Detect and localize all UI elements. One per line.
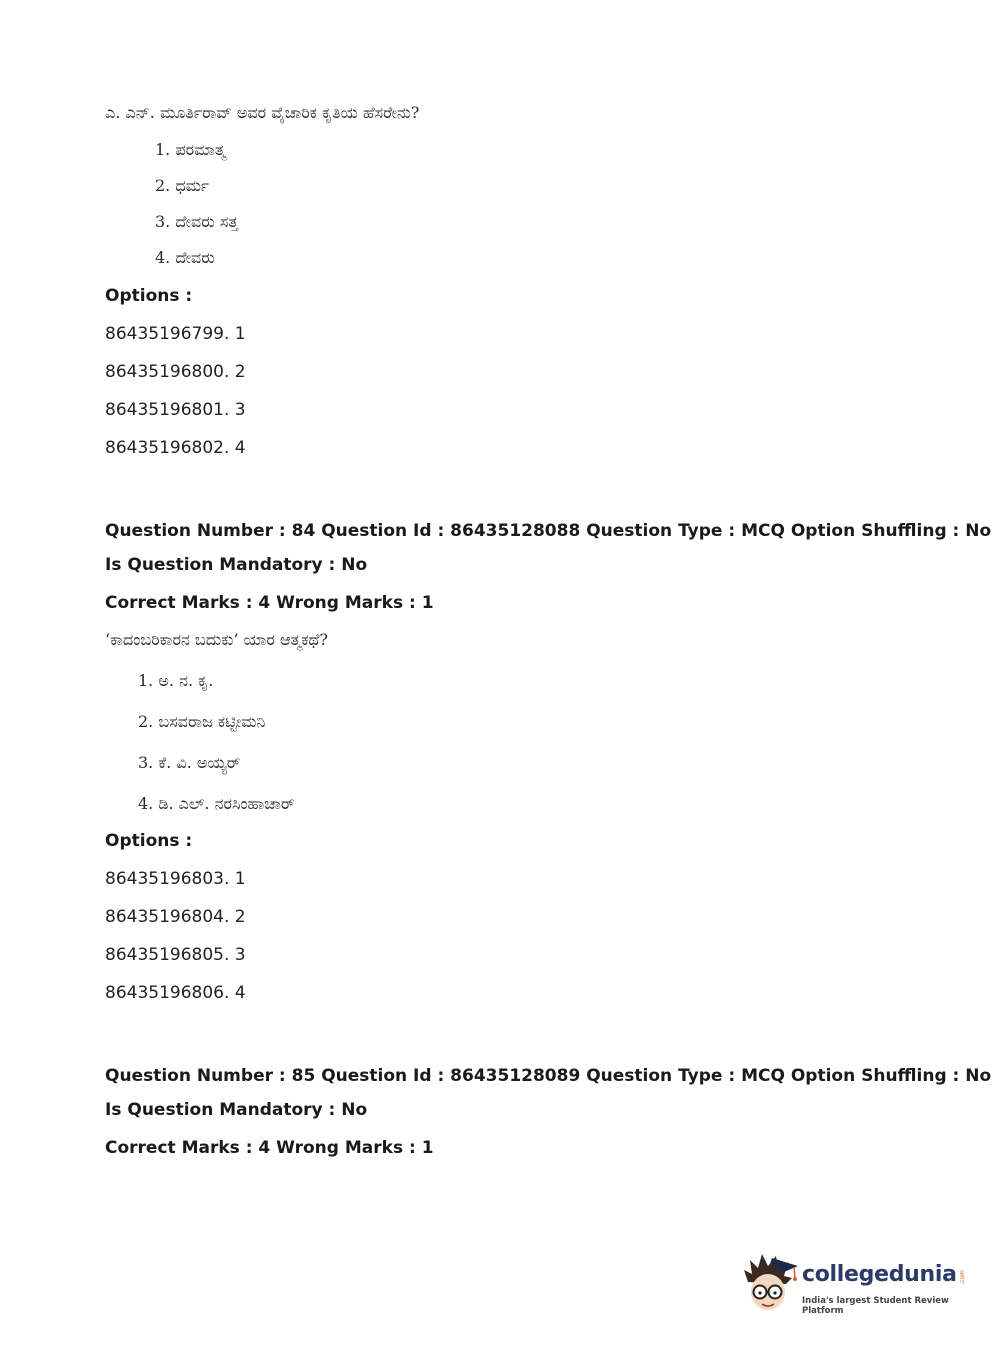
logo-com: .com — [958, 1270, 966, 1285]
q84-choice-4: 4. ಡಿ. ಎಲ್. ನರಸಿಂಹಾಚಾರ್ — [138, 794, 295, 813]
q83-choice-3: 3. ದೇವರು ಸತ್ತ — [155, 212, 239, 231]
q84-option-3: 86435196805. 3 — [105, 945, 246, 965]
mascot-icon — [740, 1248, 800, 1320]
q83-choice-1: 1. ಪರಮಾತ್ಮ — [155, 140, 226, 159]
q84-choice-2: 2. ಬಸವರಾಜ ಕಟ್ಟೀಮನಿ — [138, 712, 266, 731]
q85-header: Question Number : 85 Question Id : 86435128089 Question Type : MCQ Option Shuffling : No — [105, 1066, 992, 1086]
q85-marks: Correct Marks : 4 Wrong Marks : 1 — [105, 1138, 434, 1158]
q84-choice-1: 1. ಅ. ನ. ಕೃ. — [138, 671, 214, 690]
q83-choice-2: 2. ಧರ್ಮ — [155, 176, 210, 195]
q84-header: Question Number : 84 Question Id : 86435128088 Question Type : MCQ Option Shuffling : No — [105, 521, 992, 541]
q84-mandatory: Is Question Mandatory : No — [105, 555, 368, 575]
collegedunia-logo — [740, 1248, 970, 1320]
q84-option-4: 86435196806. 4 — [105, 983, 246, 1003]
logo-wordmark: collegedunia — [802, 1262, 957, 1287]
logo-tagline: India's largest Student Review Platform — [802, 1296, 949, 1316]
q83-choice-4: 4. ದೇವರು — [155, 248, 215, 267]
q83-option-1: 86435196799. 1 — [105, 324, 246, 344]
q85-mandatory: Is Question Mandatory : No — [105, 1100, 368, 1120]
q84-choice-3: 3. ಕೆ. ವಿ. ಅಯ್ಯರ್ — [138, 753, 241, 772]
q84-options-label: Options : — [105, 831, 193, 851]
q83-question-text: ಎ. ಎನ್. ಮೂರ್ತಿರಾವ್ ಅವರ ವೈಚಾರಿಕ ಕೃತಿಯ ಹೆಸರೇನು? — [105, 103, 420, 122]
q83-option-2: 86435196800. 2 — [105, 362, 246, 382]
q84-question-text: ‘ಕಾದಂಬರಿಕಾರನ ಬದುಕು’ ಯಾರ ಆತ್ಮಕಥೆ? — [105, 630, 328, 649]
q84-option-1: 86435196803. 1 — [105, 869, 246, 889]
q83-options-label: Options : — [105, 286, 193, 306]
q83-option-3: 86435196801. 3 — [105, 400, 246, 420]
q84-option-2: 86435196804. 2 — [105, 907, 246, 927]
q83-option-4: 86435196802. 4 — [105, 438, 246, 458]
q84-marks: Correct Marks : 4 Wrong Marks : 1 — [105, 593, 434, 613]
